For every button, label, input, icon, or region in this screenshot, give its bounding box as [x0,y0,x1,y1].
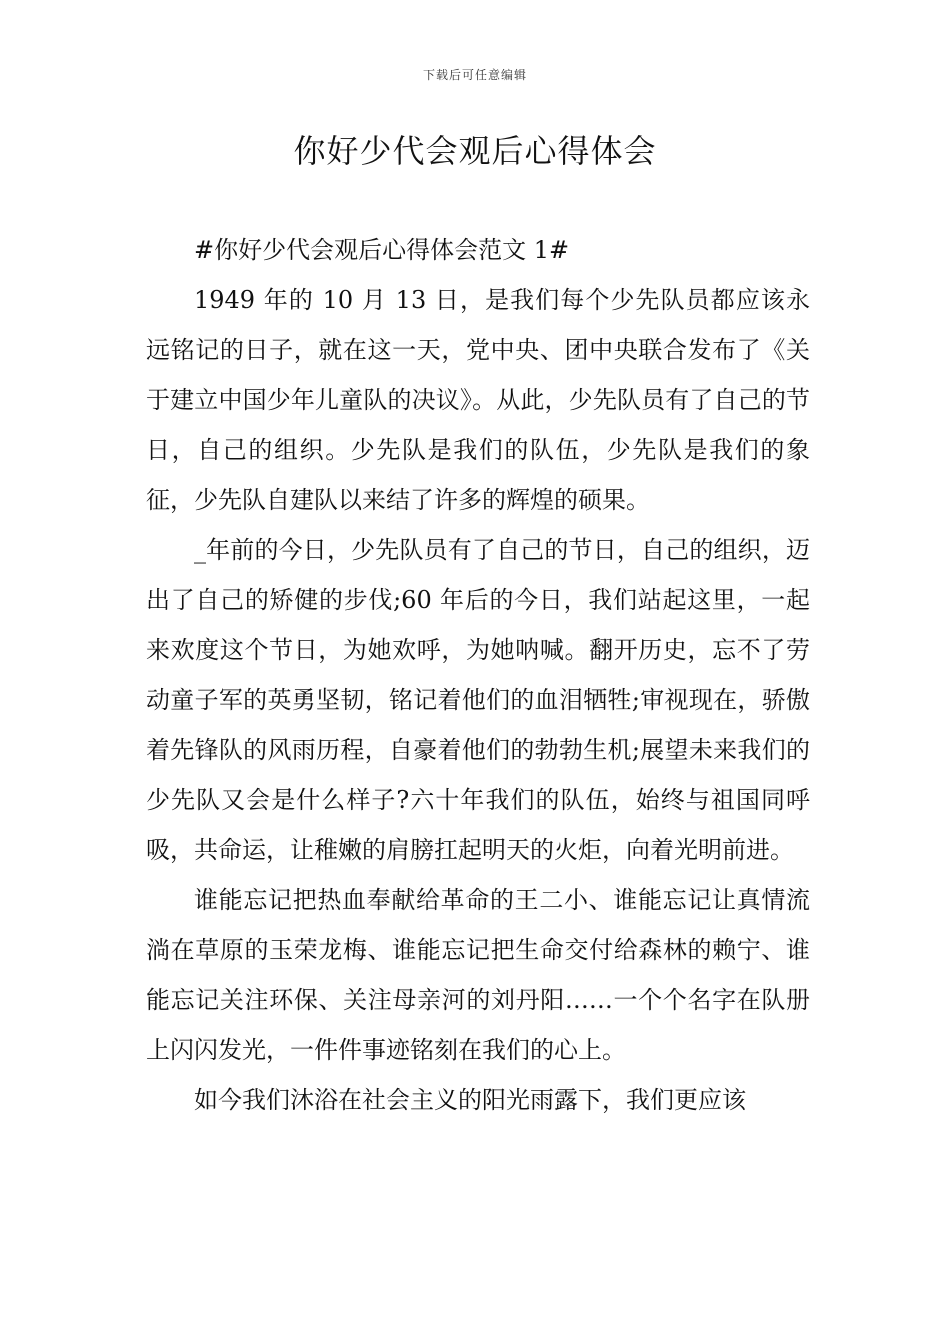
header-note: 下载后可任意编辑 [422,68,527,82]
document-title: 你好少代会观后心得体会 [293,132,657,170]
paragraph-3: 谁能忘记把热血奉献给革命的王二小、谁能忘记让真情流淌在草原的玉荣龙梅、谁能忘记把生命交付给森林的赖宁、谁能忘记关注环保、关注母亲河的刘丹阳……一个个名字在队册上闪闪发光，一件件事迹铭刻在我们的心上。 [146,886,810,1064]
paragraph-2: _年前的今日，少先队员有了自己的节日，自己的组织，迈出了自己的矫健的步伐;60 年后的今日，我们站起这里，一起来欢度这个节日，为她欢呼，为她呐喊。翻开历史，忘不了劳动童子军的英勇坚韧，铭记着他们的血泪牺牲;审视现在，骄傲着先锋队的风雨历程，自豪着他们的勃勃生机;展望未来我们的少先队又会是什么样子?六十年我们的队伍，始终与祖国同呼吸，共命运，让稚嫩的肩膀扛起明天的火炬，向着光明前进。 [146,536,810,864]
document-body [146,225,810,1125]
section-heading: #你好少代会观后心得体会范文 1# [194,236,570,264]
paragraph-4: 如今我们沐浴在社会主义的阳光雨露下，我们更应该 [194,1086,746,1114]
paragraph-1: 1949 年的 10 月 13 日，是我们每个少先队员都应该永远铭记的日子，就在这一天，党中央、团中央联合发布了《关于建立中国少年儿童队的决议》。从此，少先队员有了自己的节日，自己的组织。少先队是我们的队伍，少先队是我们的象征，少先队自建队以来结了许多的辉煌的硕果。 [146,286,810,514]
